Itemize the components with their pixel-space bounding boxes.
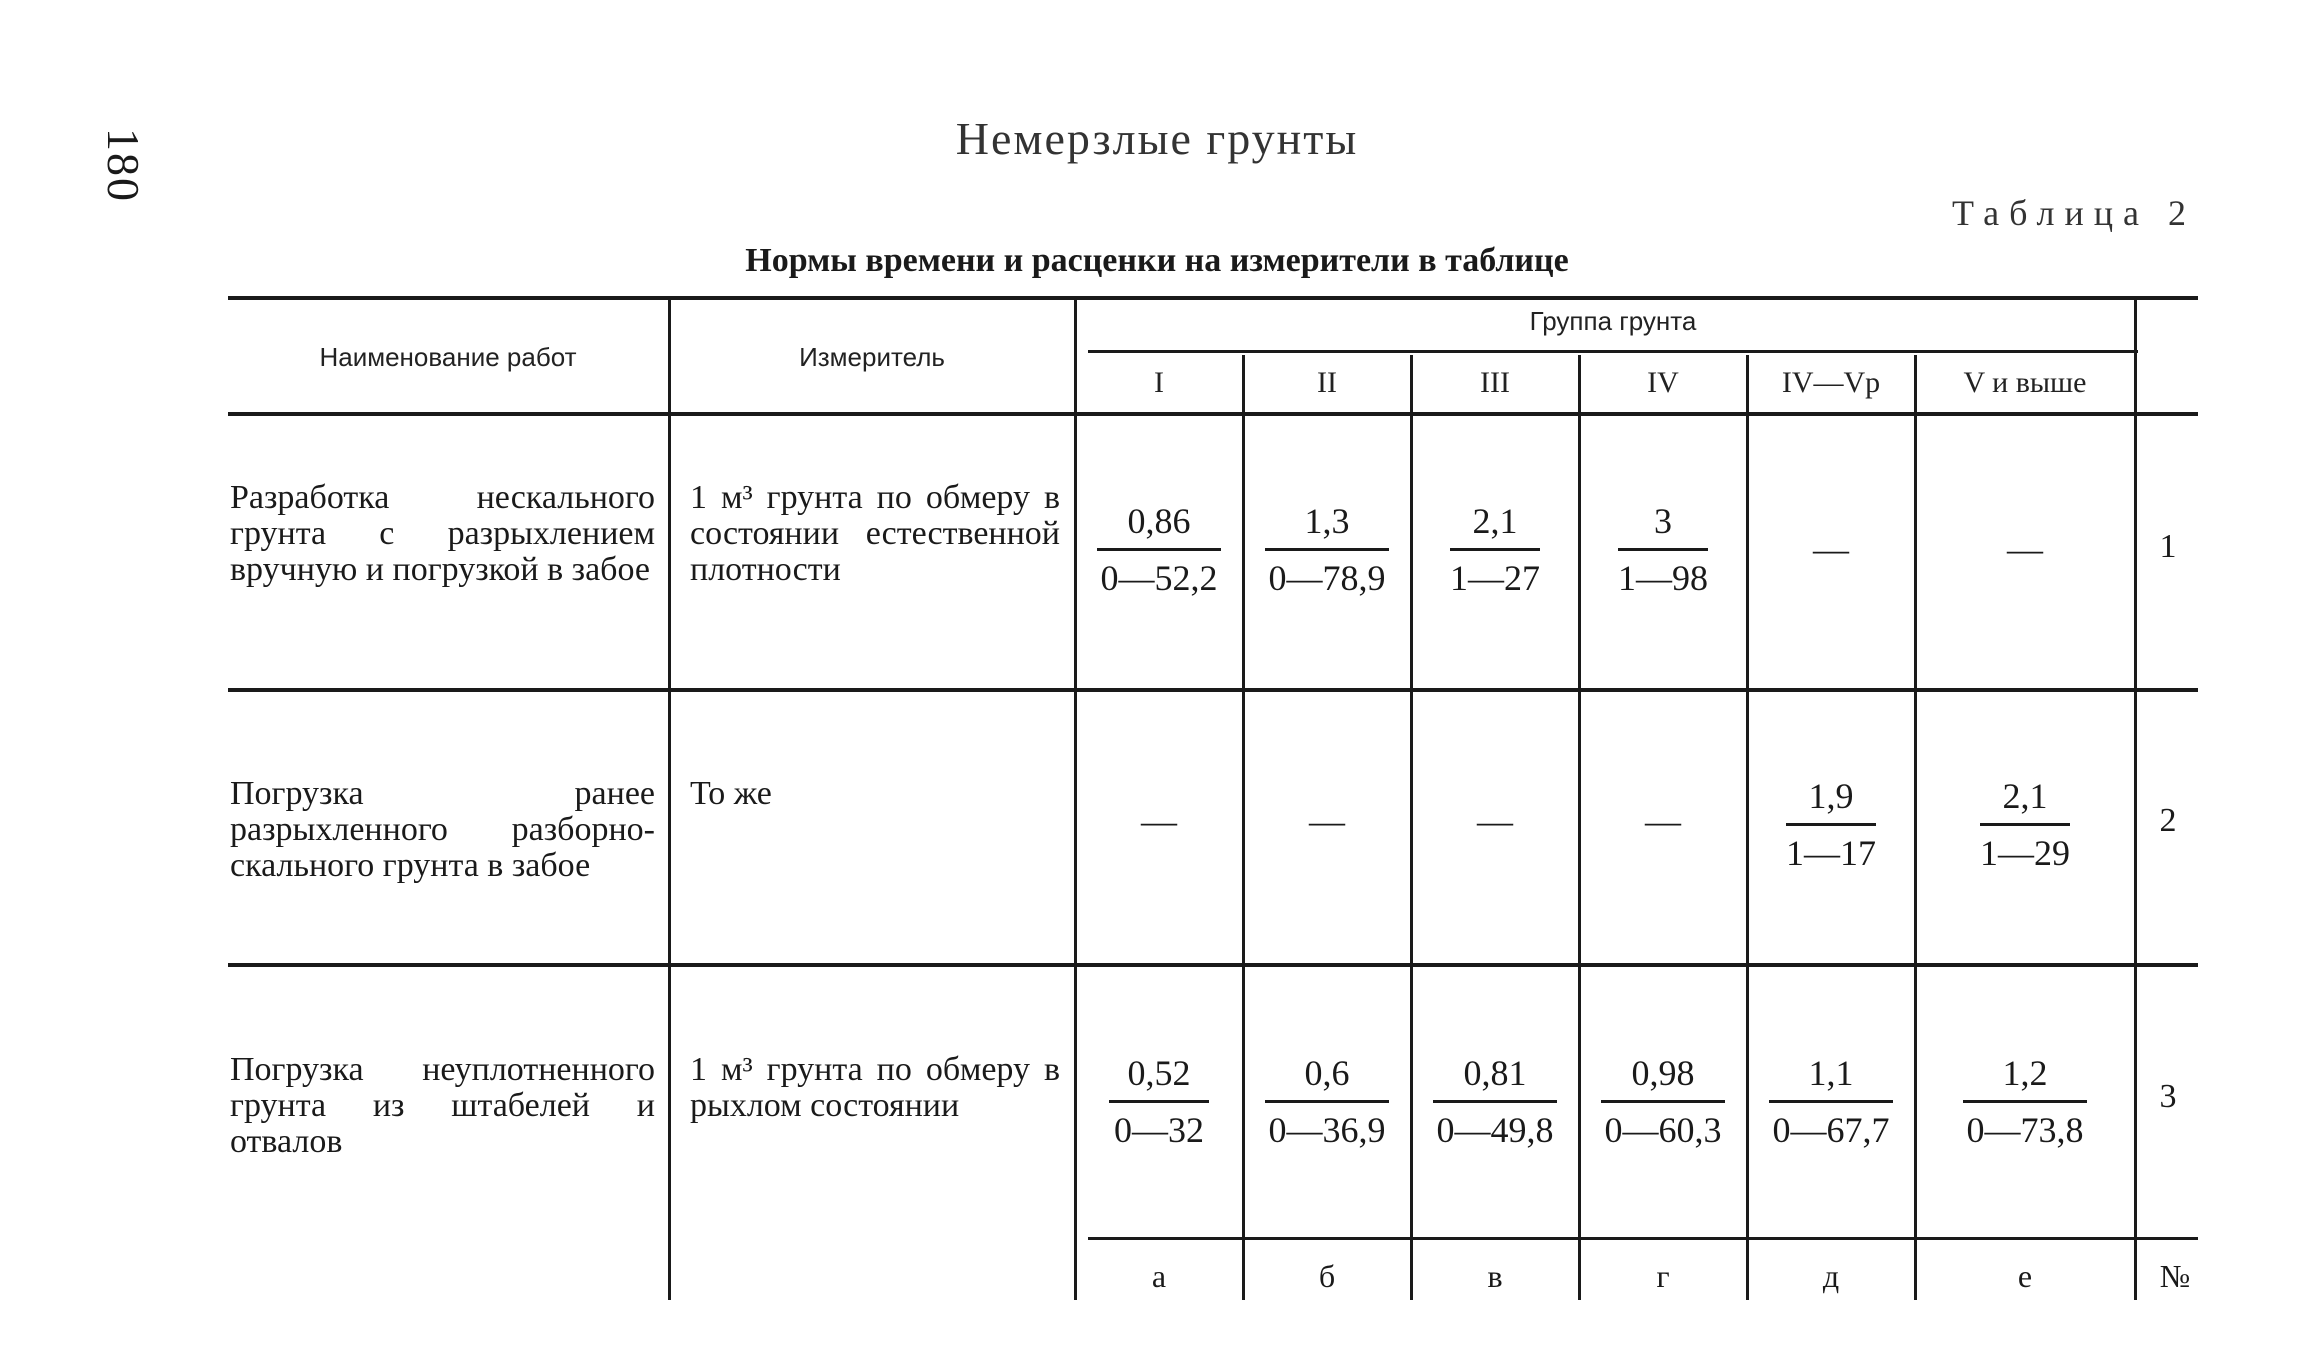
row1-cell-1-norm: 0,86 [1127,501,1191,541]
row1-cell-6: — [2007,529,2043,569]
row3-cell-5-norm: 1,1 [1808,1053,1854,1093]
row1-number: 1 [2159,528,2177,565]
header-group-6: V и выше [1963,366,2087,399]
row2-cell-3: — [1477,801,1513,841]
row1-cell-3-norm: 2,1 [1472,501,1518,541]
row3-number: 3 [2159,1078,2177,1115]
row3-cell-3-rate: 0—49,8 [1436,1110,1554,1150]
row3-cell-1 [1076,1052,1242,1151]
row1-cell-4 [1580,500,1746,599]
soil-group-rule [1088,350,2138,353]
column-letter-d: д [1822,1258,1840,1294]
header-group-2: II [1317,366,1337,399]
row3-cell-5 [1748,1052,1914,1151]
row3-cell-1-norm: 0,52 [1127,1053,1191,1093]
row3-cell-4 [1580,1052,1746,1151]
row2-number: 2 [2159,802,2177,839]
header-name-of-works: Наименование работ [319,342,577,372]
header-group-4: IV [1647,366,1679,399]
row2-cell-6-rate: 1—29 [1980,833,2070,873]
row1-cell-1-rate: 0—52,2 [1100,558,1218,598]
row2-meter: То же [690,775,772,812]
row2-cell-5-norm: 1,9 [1808,776,1854,816]
header-soil-group: Группа грунта [1529,306,1697,336]
row2-cell-4: — [1645,801,1681,841]
row3-cell-3 [1412,1052,1578,1151]
row3-cell-3-norm: 0,81 [1463,1053,1527,1093]
column-letter-g: г [1656,1258,1670,1294]
row1-cell-2 [1244,500,1410,599]
row1-meter: 1 м³ грунта по обмеру в состоянии естественной плотности [690,479,1060,588]
row3-cell-6-norm: 1,2 [2002,1053,2048,1093]
row3-cell-2-norm: 0,6 [1304,1053,1350,1093]
letters-top-rule [1088,1237,2198,1240]
row3-cell-4-norm: 0,98 [1631,1053,1695,1093]
header-group-1: I [1154,366,1164,399]
row1-name: Разработка нескального грунта с разрыхлением вручную и погрузкой в забое [230,479,655,588]
row2-name: Погрузка ранее разрыхленного разборно-скального грунта в забое [230,775,655,884]
column-letter-a: а [1151,1258,1167,1294]
row2-cell-5-rate: 1—17 [1786,833,1876,873]
row1-cell-4-norm: 3 [1654,501,1672,541]
row1-cell-5: — [1813,529,1849,569]
column-letter-v: в [1487,1258,1503,1294]
page-number: 180 [98,128,149,203]
header-group-5: IV—Vр [1781,366,1881,399]
row2-cell-2: — [1309,801,1345,841]
row3-cell-2 [1244,1052,1410,1151]
row2-cell-6 [1916,775,2134,874]
header-bottom-rule [228,412,2198,416]
row1-cell-3 [1412,500,1578,599]
row1-cell-3-rate: 1—27 [1450,558,1540,598]
row1-cell-2-norm: 1,3 [1304,501,1350,541]
col-divider-name [668,300,671,1300]
row3-cell-6 [1916,1052,2134,1151]
row2-cell-5 [1748,775,1914,874]
row2-cell-6-norm: 2,1 [2002,776,2048,816]
row3-name: Погрузка неуплотненного грунта из штабелей и отвалов [230,1051,655,1160]
row3-meter: 1 м³ грунта по обмеру в рыхлом состоянии [690,1051,1060,1124]
col-divider-number [2134,300,2137,1300]
table-caption: Нормы времени и расценки на измерители в таблице [745,242,1569,279]
row3-cell-1-rate: 0—32 [1114,1110,1204,1150]
row3-cell-2-rate: 0—36,9 [1268,1110,1386,1150]
row3-cell-4-rate: 0—60,3 [1604,1110,1722,1150]
row1-bottom-rule [228,688,2198,692]
row2-bottom-rule [228,963,2198,967]
number-sign: № [2159,1258,2191,1294]
header-group-3: III [1480,366,1510,399]
row1-cell-4-rate: 1—98 [1618,558,1708,598]
table-top-rule [228,296,2198,300]
column-letter-e: е [2017,1258,2033,1294]
row2-cell-1: — [1141,801,1177,841]
page-title: Немерзлые грунты [955,113,1359,164]
column-letter-b: б [1318,1258,1336,1294]
table-label: Таблица 2 [1952,193,2196,233]
row1-cell-1 [1076,500,1242,599]
row3-cell-6-rate: 0—73,8 [1966,1110,2084,1150]
row3-cell-5-rate: 0—67,7 [1772,1110,1890,1150]
row1-cell-2-rate: 0—78,9 [1268,558,1386,598]
header-meter: Измеритель [799,342,945,372]
